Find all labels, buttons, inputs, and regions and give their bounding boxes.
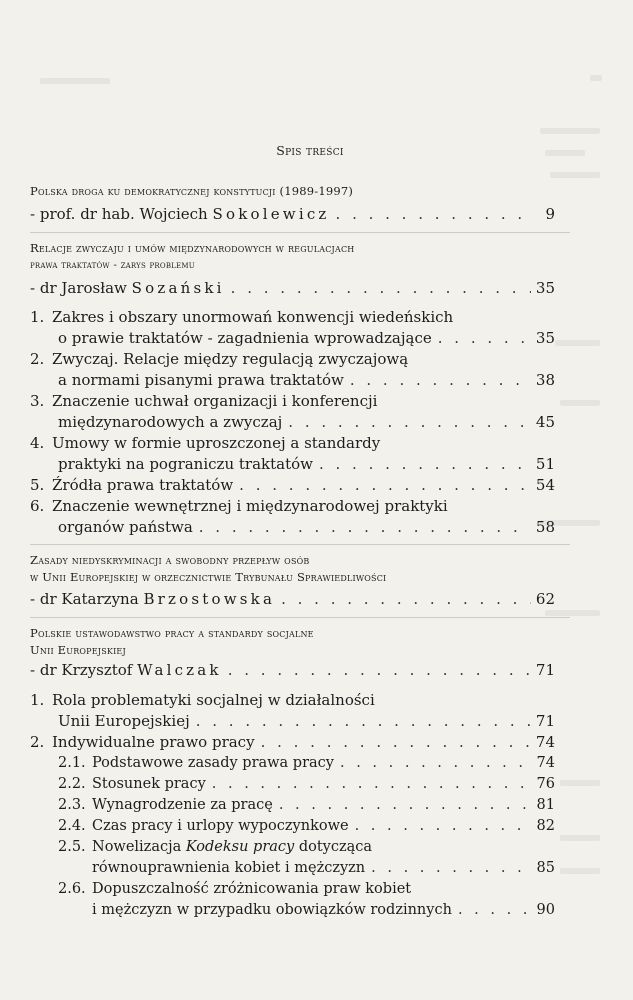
subitem-title: Podstawowe zasady prawa pracy	[92, 755, 334, 771]
section-heading-line: Zasady niedyskryminacji a swobodny przepływ osób	[30, 553, 310, 567]
page-number: 71	[535, 661, 555, 679]
toc-item-line[interactable]	[30, 349, 408, 369]
page-title: Spis treści	[276, 143, 344, 158]
section-heading-line: prawa traktatów - zarys problemu	[30, 259, 195, 271]
leader-dots	[212, 774, 531, 794]
subitem-title-continued: i mężczyzn w przypadku obowiązków rodzinnych	[92, 902, 452, 918]
author-prefix: - dr Jarosław	[30, 279, 127, 297]
toc-item-line[interactable]	[30, 496, 448, 516]
item-number: 1.	[30, 691, 45, 709]
item-number: 2.	[30, 733, 45, 751]
toc-subitem[interactable]	[92, 858, 555, 878]
item-title: Źródła prawa traktatów	[52, 476, 234, 494]
author-entry[interactable]	[30, 278, 555, 298]
page-number: 76	[536, 776, 555, 792]
section-heading-line: Polska droga ku demokratycznej konstytucji (1989-1997)	[30, 184, 354, 198]
item-title: Zakres i obszary unormowań konwencji wiedeńskich	[52, 308, 454, 326]
leader-dots	[199, 517, 531, 537]
page-number: 74	[536, 755, 555, 771]
item-title-continued: o prawie traktatów - zagadnienia wprowadzające	[58, 329, 432, 347]
section-heading-line: Polskie ustawodawstwo pracy a standardy socjalne	[30, 626, 314, 640]
page-number: 71	[535, 712, 555, 730]
subitem-title: dotycząca	[298, 839, 373, 855]
toc-item-line[interactable]	[30, 307, 453, 327]
leader-dots	[288, 412, 531, 432]
author-entry[interactable]	[30, 660, 555, 680]
toc-item-line[interactable]	[30, 391, 377, 411]
section-divider	[30, 617, 570, 618]
toc-subitem-line[interactable]	[58, 837, 372, 857]
leader-dots	[340, 753, 531, 773]
author-entry[interactable]	[30, 589, 555, 609]
item-title-continued: organów państwa	[58, 518, 193, 536]
leader-dots	[319, 454, 531, 474]
section-divider	[30, 232, 570, 233]
item-title-continued: międzynarodowych a zwyczaj	[58, 413, 283, 431]
leader-dots	[196, 711, 531, 731]
toc-item[interactable]	[58, 328, 555, 348]
item-title-continued: Unii Europejskiej	[58, 712, 190, 730]
subitem-title-italic: Kodeksu pracy	[185, 839, 295, 855]
toc-item[interactable]	[58, 711, 555, 731]
author-prefix: - dr Katarzyna	[30, 590, 139, 608]
item-title: Znaczenie uchwał organizacji i konferencji	[52, 392, 378, 410]
item-number: 5.	[30, 476, 45, 494]
item-title: Umowy w formie uproszczonej a standardy	[52, 434, 381, 452]
item-title: Rola problematyki socjalnej w działalności	[52, 691, 375, 709]
page-number: 51	[535, 455, 555, 473]
item-number: 3.	[30, 392, 45, 410]
toc-item[interactable]	[58, 454, 555, 474]
item-title-continued: praktyki na pograniczu traktatów	[58, 455, 313, 473]
item-title-continued: a normami pisanymi prawa traktatów	[58, 371, 344, 389]
section-heading	[30, 240, 570, 274]
item-number: 6.	[30, 497, 45, 515]
toc-subitem[interactable]	[58, 816, 555, 836]
leader-dots	[350, 370, 531, 390]
item-title: Zwyczaj. Relacje między regulacją zwyczajową	[52, 350, 409, 368]
item-number: 4.	[30, 434, 45, 452]
page-number: 45	[535, 413, 555, 431]
author-entry[interactable]	[30, 204, 555, 224]
page-number: 62	[535, 590, 555, 608]
table-of-contents-page	[30, 0, 590, 1000]
subitem-number: 2.1.	[58, 755, 86, 771]
section-heading-line: w Unii Europejskiej w orzecznictwie Trybunału Sprawiedliwości	[30, 570, 387, 584]
section-heading	[30, 552, 570, 586]
leader-dots	[336, 204, 531, 224]
subitem-title: Dopuszczalność zróżnicowania praw kobiet	[92, 881, 412, 897]
page-number: 74	[535, 733, 555, 751]
section-heading-line: Unii Europejskiej	[30, 643, 126, 657]
page-number: 35	[535, 279, 555, 297]
toc-item[interactable]	[58, 412, 555, 432]
page-number: 82	[536, 818, 555, 834]
page-number: 81	[536, 797, 555, 813]
page-number: 35	[535, 329, 555, 347]
subitem-title: Wynagrodzenie za pracę	[92, 797, 273, 813]
page-number: 54	[535, 476, 555, 494]
leader-dots	[438, 328, 531, 348]
leader-dots	[239, 475, 531, 495]
subitem-title-continued: równouprawnienia kobiet i mężczyzn	[92, 860, 366, 876]
section-heading	[30, 625, 570, 659]
subitem-number: 2.4.	[58, 818, 86, 834]
item-title: Znaczenie wewnętrznej i międzynarodowej praktyki	[52, 497, 448, 515]
toc-item-line[interactable]	[30, 690, 375, 710]
subitem-number: 2.2.	[58, 776, 86, 792]
toc-item[interactable]	[30, 475, 555, 495]
author-surname: Brzostowska	[143, 590, 276, 608]
item-number: 1.	[30, 308, 45, 326]
author-prefix: - prof. dr hab. Wojciech	[30, 205, 208, 223]
leader-dots	[371, 858, 531, 878]
page-number: 9	[545, 205, 555, 223]
subitem-title: Stosunek pracy	[92, 776, 206, 792]
page-number: 85	[536, 860, 555, 876]
leader-dots	[281, 589, 531, 609]
leader-dots	[231, 278, 531, 298]
leader-dots	[279, 795, 531, 815]
toc-item-line[interactable]	[30, 433, 380, 453]
leader-dots	[261, 732, 531, 752]
leader-dots	[228, 660, 531, 680]
author-prefix: - dr Krzysztof	[30, 661, 133, 679]
leader-dots	[355, 816, 531, 836]
section-divider	[30, 544, 570, 545]
page-number: 38	[535, 371, 555, 389]
item-number: 2.	[30, 350, 45, 368]
toc-subitem[interactable]	[92, 900, 555, 920]
toc-subitem[interactable]	[58, 774, 555, 794]
toc-item[interactable]	[30, 732, 555, 752]
item-title: Indywidualne prawo pracy	[52, 733, 255, 751]
toc-subitem[interactable]	[58, 795, 555, 815]
toc-item[interactable]	[58, 517, 555, 537]
subitem-number: 2.3.	[58, 797, 86, 813]
author-surname: Sokolewicz	[212, 205, 330, 223]
page-number: 90	[536, 902, 555, 918]
section-heading	[30, 183, 570, 200]
section-heading-line: Relacje zwyczaju i umów międzynarodowych w regulacjach	[30, 241, 355, 255]
toc-item[interactable]	[58, 370, 555, 390]
subitem-number: 2.6.	[58, 881, 86, 897]
toc-subitem-line[interactable]	[58, 879, 411, 899]
leader-dots	[458, 900, 531, 920]
page-number: 58	[535, 518, 555, 536]
subitem-number: 2.5.	[58, 839, 86, 855]
subitem-title: Nowelizacja	[92, 839, 182, 855]
toc-subitem[interactable]	[58, 753, 555, 773]
subitem-title: Czas pracy i urlopy wypoczynkowe	[92, 818, 349, 834]
author-surname: Walczak	[137, 661, 222, 679]
author-surname: Sozański	[131, 279, 225, 297]
